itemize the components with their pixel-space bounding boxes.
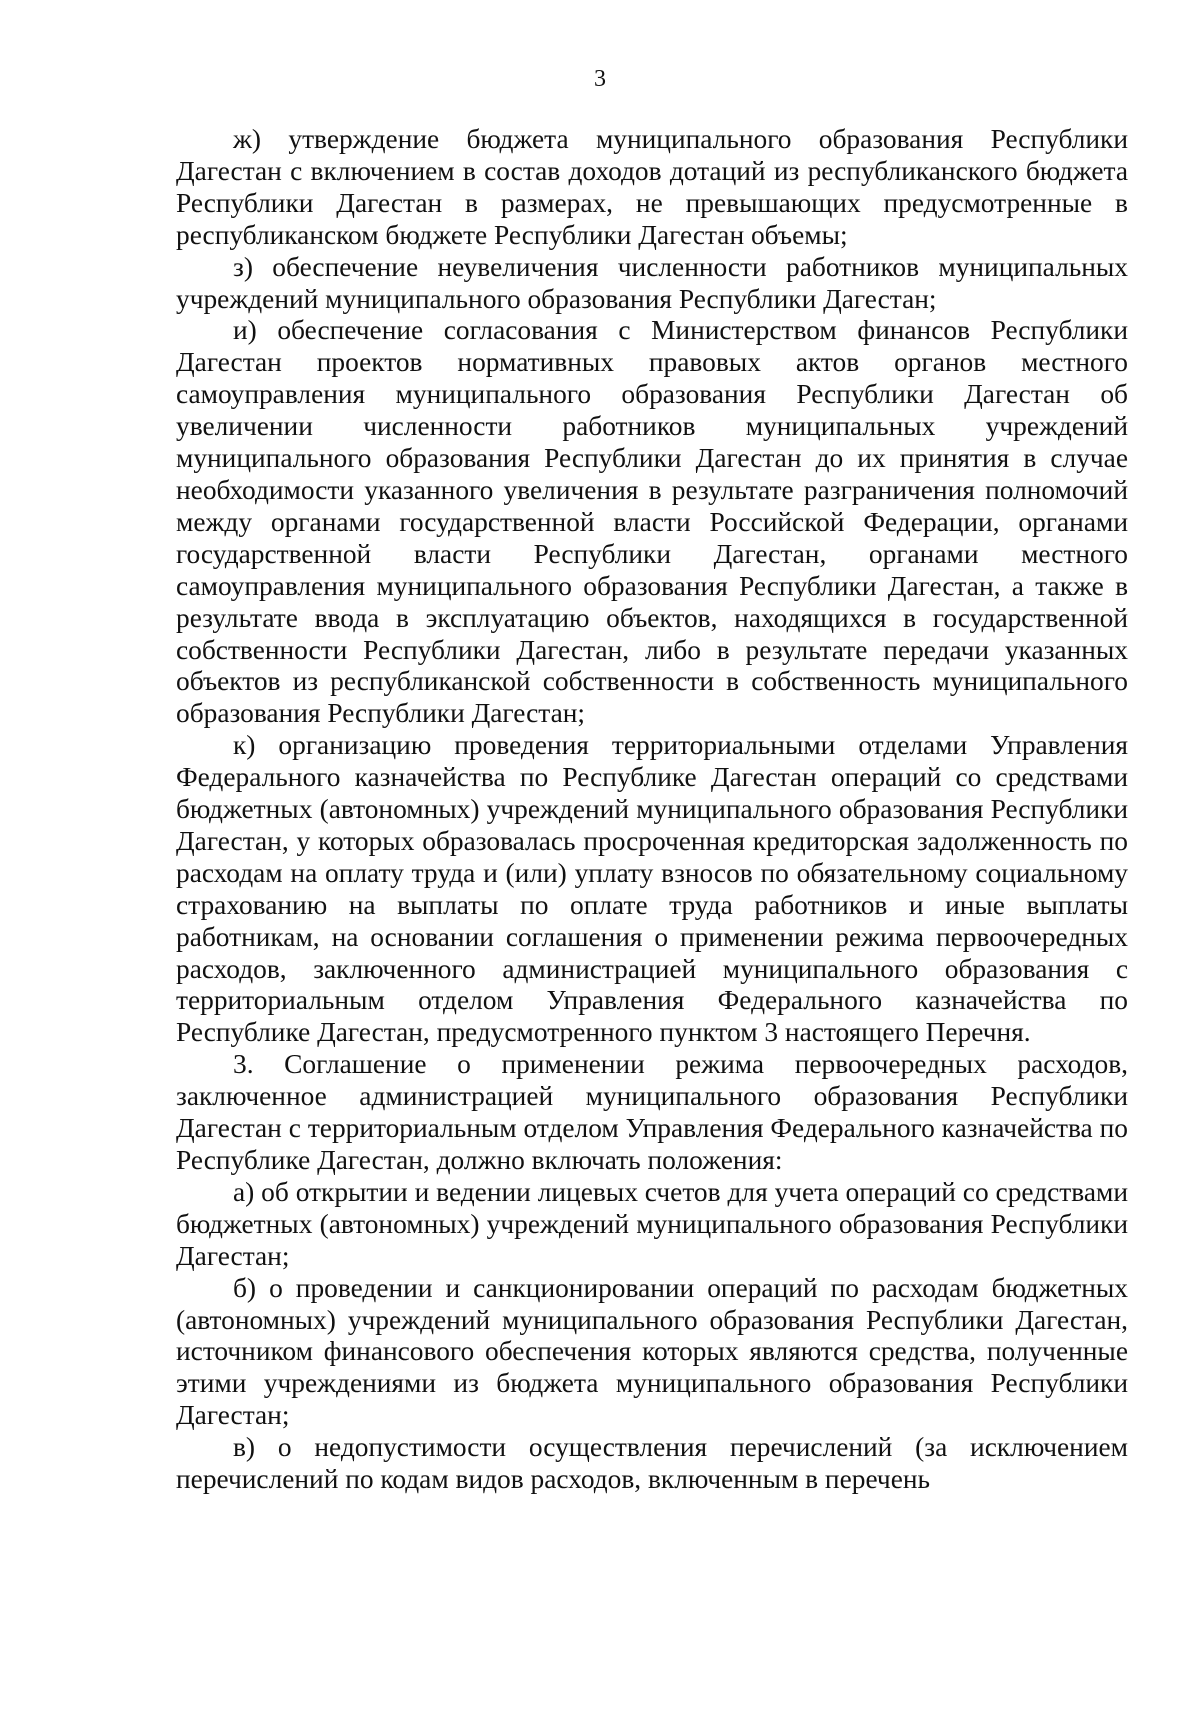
paragraph-k: к) организацию проведения территориальными отделами Управления Федерального казначейства по Республике Дагестан операций со средствами бюджетных (автономных) учреждений муниципального образования Республики Дагестан, у которых образовалась просроченная кредиторская задолженность по расходам на оплату труда и (или) уплату взносов по обязательному социальному страхованию на выплаты по оплате труда работников и иные выплаты работникам, на основании соглашения о применении режима первоочередных расходов, заключенного администрацией муниципального образования с территориальным отделом Управления Федерального казначейства по Республике Дагестан, предусмотренного пунктом 3 настоящего Перечня. [176,730,1128,1048]
paragraph-zh: ж) утверждение бюджета муниципального образования Республики Дагестан с включением в состав доходов дотаций из республиканского бюджета Республики Дагестан в размерах, не превышающих предусмотренные в республиканском бюджете Республики Дагестан объемы; [176,124,1128,250]
paragraph-v: в) о недопустимости осуществления перечислений (за исключением перечислений по кодам видов расходов, включенным в перечень [176,1432,1128,1495]
paragraph-z: з) обеспечение неувеличения численности работников муниципальных учреждений муниципального образования Республики Дагестан; [176,251,1128,314]
document-body [176,124,1128,1496]
paragraph-a: а) об открытии и ведении лицевых счетов для учета операций со средствами бюджетных (автономных) учреждений муниципального образования Республики Дагестан; [176,1176,1128,1271]
paragraph-b: б) о проведении и санкционировании операций по расходам бюджетных (автономных) учреждений муниципального образования Республики Дагестан, источником финансового обеспечения которых являются средства, полученные этими учреждениями из бюджета муниципального образования Республики Дагестан; [176,1272,1128,1431]
paragraph-section-3: 3. Соглашение о применении режима первоочередных расходов, заключенное администрацией муниципального образования Республики Дагестан с территориальным отделом Управления Федерального казначейства по Республике Дагестан, должно включать положения: [176,1049,1128,1175]
paragraph-i: и) обеспечение согласования с Министерством финансов Республики Дагестан проектов нормативных правовых актов органов местного самоуправления муниципального образования Республики Дагестан об увеличении численности работников муниципальных учреждений муниципального образования Республики Дагестан до их принятия в случае необходимости указанного увеличения в результате разграничения полномочий между органами государственной власти Российской Федерации, органами государственной власти Республики Дагестан, органами местного самоуправления муниципального образования Республики Дагестан, а также в результате ввода в эксплуатацию объектов, находящихся в государственной собственности Республики Дагестан, либо в результате передачи указанных объектов из республиканской собственности в собственность муниципального образования Республики Дагестан; [176,315,1128,729]
page-number: 3 [594,66,606,92]
